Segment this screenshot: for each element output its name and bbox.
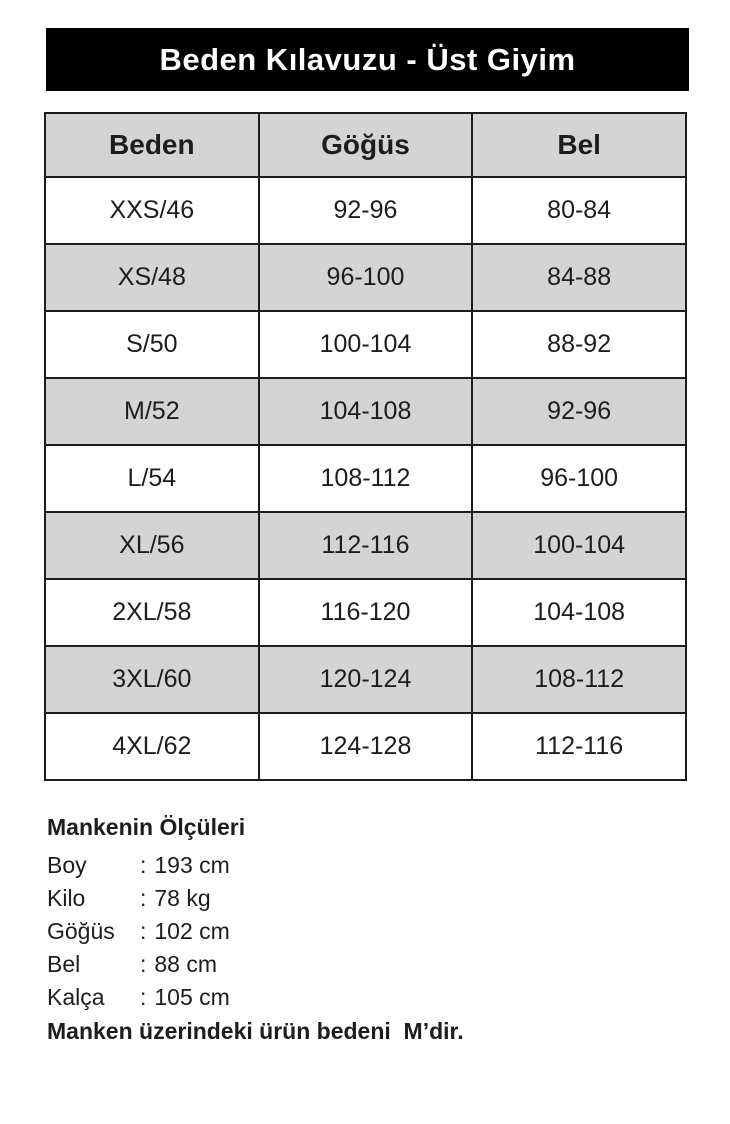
cell-gogus: 120-124	[259, 646, 473, 713]
measurement-line	[47, 915, 730, 948]
cell-beden: 3XL/60	[45, 646, 259, 713]
table-row	[45, 311, 686, 378]
table-row	[45, 445, 686, 512]
measurement-line	[47, 849, 730, 882]
cell-bel: 88-92	[472, 311, 686, 378]
cell-gogus: 100-104	[259, 311, 473, 378]
cell-bel: 80-84	[472, 177, 686, 244]
cell-beden: L/54	[45, 445, 259, 512]
cell-gogus: 112-116	[259, 512, 473, 579]
model-size-note: Manken üzerindeki ürün bedeni M’dir.	[47, 1018, 464, 1044]
header-cell-beden: Beden	[45, 113, 259, 177]
measurement-colon: :	[140, 852, 147, 878]
cell-bel: 84-88	[472, 244, 686, 311]
cell-bel: 96-100	[472, 445, 686, 512]
header-cell-bel: Bel	[472, 113, 686, 177]
measurement-value: 193 cm	[154, 852, 230, 878]
cell-gogus: 104-108	[259, 378, 473, 445]
size-table	[44, 112, 687, 781]
measurement-label: Kilo	[47, 885, 86, 911]
cell-beden: XS/48	[45, 244, 259, 311]
table-row	[45, 177, 686, 244]
measurement-colon: :	[140, 885, 147, 911]
cell-bel: 104-108	[472, 579, 686, 646]
title-bar	[46, 28, 689, 91]
measurement-colon: :	[140, 984, 147, 1010]
table-row	[45, 512, 686, 579]
cell-beden: S/50	[45, 311, 259, 378]
cell-beden: XXS/46	[45, 177, 259, 244]
measurement-line	[47, 882, 730, 915]
cell-bel: 92-96	[472, 378, 686, 445]
measurement-colon: :	[140, 951, 147, 977]
measurement-line	[47, 981, 730, 1014]
cell-gogus: 108-112	[259, 445, 473, 512]
cell-gogus: 96-100	[259, 244, 473, 311]
table-row	[45, 579, 686, 646]
measurement-colon: :	[140, 918, 147, 944]
table-row	[45, 378, 686, 445]
measurement-value: 105 cm	[154, 984, 230, 1010]
measurements-list	[47, 849, 730, 1014]
measurement-label: Boy	[47, 852, 87, 878]
table-row	[45, 713, 686, 780]
table-row	[45, 244, 686, 311]
measurements-section	[47, 814, 730, 1048]
table-header-row	[45, 113, 686, 177]
table-row	[45, 646, 686, 713]
cell-bel: 112-116	[472, 713, 686, 780]
measurements-heading: Mankenin Ölçüleri	[47, 814, 246, 840]
measurement-value: 78 kg	[154, 885, 211, 911]
measurement-label: Bel	[47, 951, 81, 977]
measurement-value: 102 cm	[154, 918, 230, 944]
cell-beden: 4XL/62	[45, 713, 259, 780]
page-title: Beden Kılavuzu - Üst Giyim	[159, 41, 576, 77]
measurement-line	[47, 948, 730, 981]
cell-beden: XL/56	[45, 512, 259, 579]
measurement-value: 88 cm	[154, 951, 218, 977]
cell-bel: 108-112	[472, 646, 686, 713]
cell-beden: 2XL/58	[45, 579, 259, 646]
cell-gogus: 116-120	[259, 579, 473, 646]
cell-gogus: 124-128	[259, 713, 473, 780]
cell-beden: M/52	[45, 378, 259, 445]
header-cell-gogus: Göğüs	[259, 113, 473, 177]
measurement-label: Kalça	[47, 984, 105, 1010]
cell-bel: 100-104	[472, 512, 686, 579]
measurement-label: Göğüs	[47, 918, 115, 944]
cell-gogus: 92-96	[259, 177, 473, 244]
size-table-body	[45, 177, 686, 780]
